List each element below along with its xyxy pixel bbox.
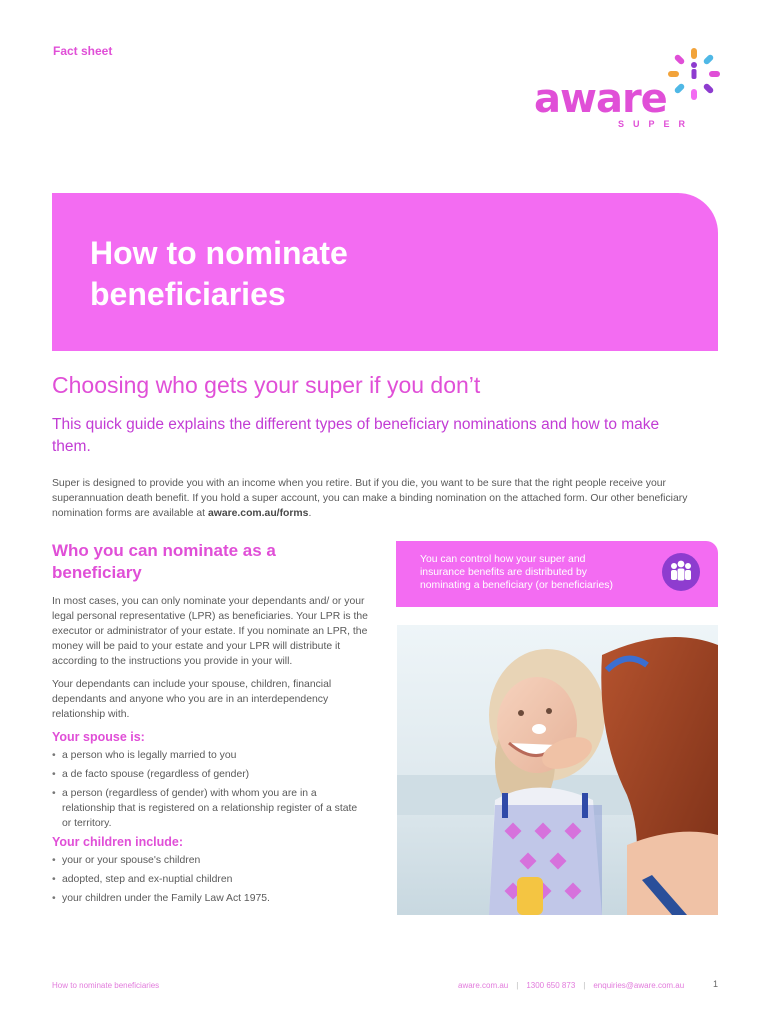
forms-link[interactable]: aware.com.au/forms: [207, 508, 309, 519]
list-item: • your children under the Family Law Act 1975.: [52, 891, 362, 906]
subheading: Choosing who gets your super if you don’t: [52, 372, 481, 398]
children-heading: Your children include:: [52, 835, 184, 849]
fact-sheet-label: Fact sheet: [53, 44, 113, 58]
page-number: 1: [713, 979, 719, 989]
footer-phone[interactable]: 1300 650 873: [526, 981, 576, 990]
people-group-icon: [662, 553, 700, 591]
list-item: • your or your spouse's children: [52, 853, 362, 868]
list-item: • a de facto spouse (regardless of gender): [52, 767, 362, 782]
list-item: • a person (regardless of gender) with whom you are in a relationship that is registered on a relationship register of a state or territory.: [52, 786, 362, 831]
footer-email-link[interactable]: enquiries@aware.com.au: [593, 981, 685, 990]
footer-separator: |: [516, 981, 519, 990]
people-burst-icon: [664, 44, 724, 104]
section-paragraph-2: Your dependants can include your spouse, children, financial dependants and anyone who you are in an interdependency relationship with.: [52, 679, 332, 720]
aware-super-logo: [532, 38, 722, 138]
section-heading: Who you can nominate as a beneficiary: [52, 541, 276, 582]
page-title: How to nominate beneficiaries: [90, 235, 348, 312]
spouse-heading: Your spouse is:: [52, 730, 145, 744]
list-item: • a person who is legally married to you: [52, 748, 362, 763]
body-text: Super is designed to provide you with an income when you retire. But if you die, you want to be sure that the right people receive your superannuation death benefit. If you hold a super account, you can make a binding nomination on the attached form. Our other beneficiary nomination forms are available at: [52, 478, 688, 519]
children-list: [52, 853, 362, 910]
spouse-list: [52, 748, 362, 835]
footer-website-link[interactable]: aware.com.au: [458, 981, 509, 990]
footer-contact: [458, 981, 684, 990]
hero-banner: [52, 193, 718, 351]
beach-sunscreen-photo: [397, 625, 718, 915]
info-callout: [396, 541, 718, 607]
section-paragraph-1: In most cases, you can only nominate your dependants and/ or your legal personal representative (LPR) as beneficiaries. Your LPR is the executor or administrator of your estate. If you nominate an LPR, the money will be paid to your estate and your LPR will distribute it according to the instructions you provide in your will.: [52, 596, 368, 667]
callout-text: You can control how your super and insurance benefits are distributed by nominating a beneficiary (or beneficiaries): [420, 554, 613, 591]
body-paragraph: [52, 476, 716, 521]
logo-wordmark: aware: [534, 76, 667, 122]
intro-text: This quick guide explains the different types of beneficiary nominations and how to make them.: [52, 416, 660, 455]
footer-separator: |: [583, 981, 586, 990]
logo-subtitle: SUPER: [618, 119, 695, 129]
body-text-end: .: [308, 508, 312, 519]
footer-title: How to nominate beneficiaries: [52, 981, 160, 990]
list-item: • adopted, step and ex-nuptial children: [52, 872, 362, 887]
